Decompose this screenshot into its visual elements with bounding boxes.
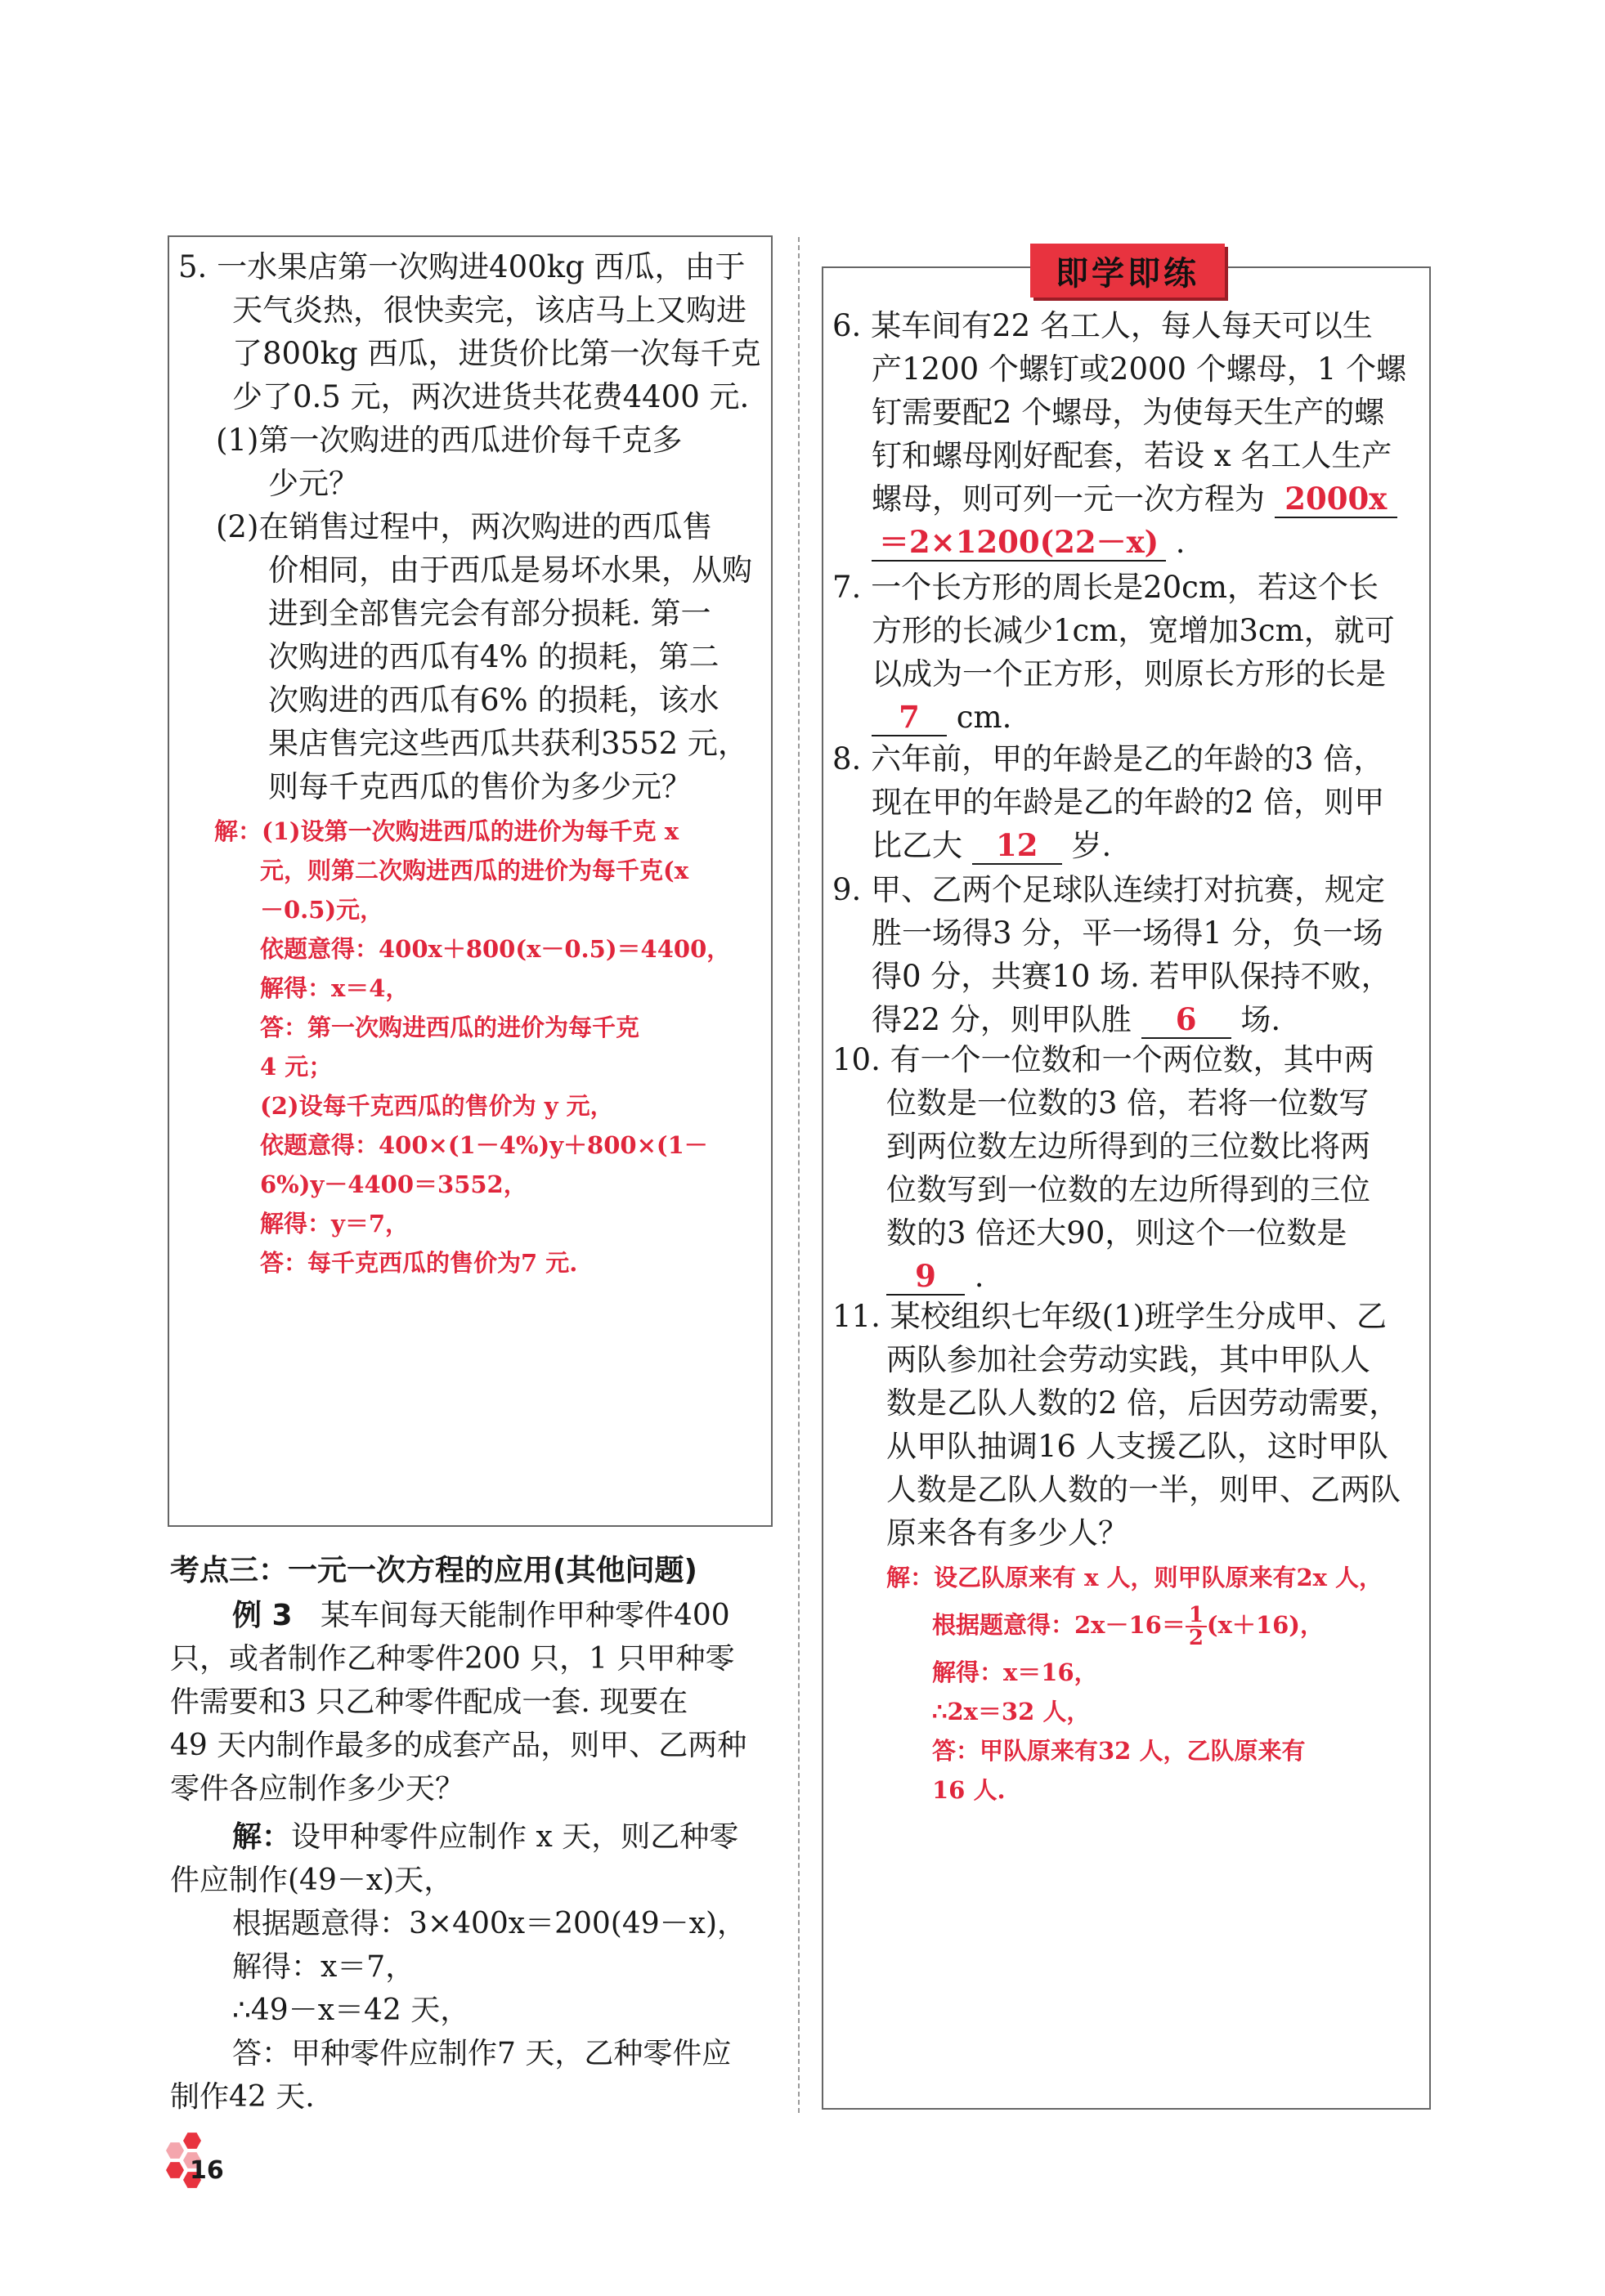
q10-suffix: . [974, 1259, 984, 1294]
fraction [1186, 1605, 1207, 1649]
q5-solution [214, 812, 730, 1282]
solution-line: 元，则第二次购进西瓜的进价为每千克(x [260, 857, 689, 884]
example-solution-line: 解得：x＝7， [232, 1950, 415, 1984]
q8-prefix: 比乙大 [872, 828, 962, 863]
column-divider [798, 237, 800, 2113]
hexagon-decoration-icon [166, 2142, 184, 2159]
solution-line: (x＋16)， [1206, 1611, 1325, 1639]
solution-line: －0.5)元， [260, 896, 384, 924]
q11-line: 两队参加社会劳动实践，其中甲队人 [886, 1342, 1370, 1377]
q11-solution [886, 1558, 1383, 1810]
q8-suffix: 岁. [1071, 828, 1112, 863]
q8-line: 现在甲的年龄是乙的年龄的2 倍，则甲 [872, 785, 1385, 820]
solution-line: 答：第一次购进西瓜的进价为每千克 [260, 1014, 640, 1041]
q11-line: 原来各有多少人？ [886, 1515, 1128, 1551]
solution-line: 答：甲队原来有32 人，乙队原来有 [932, 1737, 1306, 1765]
section-title: 考点三：一元一次方程的应用(其他问题) [170, 1554, 697, 1587]
solution-label: 解： [232, 1820, 292, 1854]
q9-answer: 6 [1141, 1001, 1231, 1039]
solution-line: 16 人. [932, 1776, 1006, 1804]
q6-answer-a: 2000x [1275, 481, 1397, 518]
q5-part2: (2)在销售过程中，两次购进的西瓜售 [216, 509, 713, 544]
q6-line: 螺母，则可列一元一次方程为 [872, 481, 1265, 517]
q5-part2: 则每千克西瓜的售价为多少元？ [268, 769, 692, 804]
q8-line: 8. 六年前，甲的年龄是乙的年龄的3 倍， [832, 741, 1384, 777]
fraction-denominator: 2 [1188, 1626, 1204, 1650]
example-text: 49 天内制作最多的成套产品，则甲、乙两种 [170, 1729, 747, 1762]
q10-line: 数的3 倍还大90，则这个一位数是 [886, 1215, 1347, 1251]
q5-line: 天气炎热，很快卖完，该店马上又购进 [232, 293, 746, 328]
example-solution-line: ∴49－x＝42 天， [232, 1994, 470, 2027]
q11-line: 人数是乙队人数的一半，则甲、乙两队 [886, 1472, 1401, 1507]
solution-line: (2)设每千克西瓜的售价为 y 元， [260, 1092, 614, 1120]
question-9 [832, 868, 1392, 1041]
solution-line: 4 元； [260, 1053, 333, 1081]
q5-line: 少了0.5 元，两次进货共花费4400 元. [232, 379, 750, 414]
solution-line: 解得：y＝7， [260, 1210, 410, 1238]
solution-line: 答：每千克西瓜的售价为7 元. [260, 1249, 578, 1277]
hexagon-decoration-icon [166, 2161, 184, 2179]
example-label: 例 3 [232, 1599, 293, 1632]
q10-line: 位数是一位数的3 倍，若将一位数写 [886, 1085, 1370, 1121]
solution-line: 根据题意得：2x－16＝ [932, 1611, 1186, 1639]
q6-line: 钉需要配2 个螺母，为使每天生产的螺 [872, 395, 1385, 430]
q10-line: 位数写到一位数的左边所得到的三位 [886, 1172, 1370, 1207]
q5-line: 了800kg 西瓜，进货价比第一次每千克 [232, 336, 761, 371]
page-number: 16 [190, 2156, 224, 2185]
q7-line: 方形的长减少1cm，宽增加3cm，就可 [872, 613, 1395, 648]
q7-line: 以成为一个正方形，则原长方形的长是 [872, 656, 1386, 691]
q9-suffix: 场. [1240, 1002, 1281, 1037]
example-solution-line: 设甲种零件应制作 x 天，则乙种零 [291, 1820, 739, 1854]
question-5 [178, 245, 761, 808]
q5-part1: (1)第一次购进的西瓜进价每千克多 [216, 423, 683, 458]
q6-end: . [1175, 525, 1186, 560]
q5-part1: 少元？ [268, 466, 359, 501]
q9-line: 胜一场得3 分，平一场得1 分，负一场 [872, 915, 1383, 951]
q11-line: 从甲队抽调16 人支援乙队，这时甲队 [886, 1429, 1388, 1464]
q5-part2: 次购进的西瓜有6% 的损耗，该水 [268, 683, 720, 718]
q7-unit: cm. [956, 700, 1012, 735]
example-solution-line: 根据题意得：3×400x＝200(49－x)， [232, 1907, 746, 1940]
q5-line: 5. 一水果店第一次购进400kg 西瓜，由于 [178, 249, 746, 284]
q5-part2: 价相同，由于西瓜是易坏水果，从购 [268, 553, 752, 588]
example-solution-line: 件应制作(49－x)天， [170, 1864, 454, 1897]
q6-answer-b: ＝2×1200(22－x) [872, 524, 1166, 562]
solution-line: 解：设乙队原来有 x 人，则甲队原来有2x 人， [886, 1564, 1383, 1591]
q5-part2: 果店售完这些西瓜共获利3552 元， [268, 726, 748, 761]
solution-line: 解得：x＝16， [932, 1658, 1098, 1686]
q10-answer: 9 [886, 1258, 965, 1296]
q7-line: 7. 一个长方形的周长是20cm，若这个长 [832, 570, 1379, 605]
solution-line: ∴2x＝32 人， [932, 1698, 1091, 1725]
q9-line: 得0 分，共赛10 场. 若甲队保持不败， [872, 959, 1392, 994]
example-solution-line: 答：甲种零件应制作7 天，乙种零件应 [232, 2037, 732, 2070]
example-3 [170, 1594, 746, 2119]
q5-part2: 进到全部售完会有部分损耗. 第一 [268, 596, 711, 631]
q11-line: 数是乙队人数的2 倍，后因劳动需要， [886, 1385, 1400, 1421]
q10-line: 10. 有一个一位数和一个两位数，其中两 [832, 1042, 1374, 1077]
example-text: 零件各应制作多少天？ [170, 1772, 465, 1806]
q6-line: 产1200 个螺钉或2000 个螺母，1 个螺 [872, 351, 1407, 387]
question-11 [832, 1295, 1401, 1555]
example-text: 件需要和3 只乙种零件配成一套. 现要在 [170, 1685, 688, 1719]
question-10 [832, 1038, 1374, 1298]
question-8 [832, 737, 1384, 867]
solution-line: 解：(1)设第一次购进西瓜的进价为每千克 x [214, 817, 679, 845]
question-7 [832, 566, 1395, 739]
q5-part2: 次购进的西瓜有4% 的损耗，第二 [268, 639, 720, 674]
solution-line: 6%)y－4400＝3552， [260, 1170, 527, 1198]
example-text: 只，或者制作乙种零件200 只，1 只甲种零 [170, 1642, 735, 1676]
q6-line: 6. 某车间有22 名工人，每人每天可以生 [832, 308, 1373, 343]
solution-line: 解得：x＝4， [260, 974, 410, 1002]
q7-answer: 7 [872, 699, 947, 736]
solution-line: 依题意得：400×(1－4%)y＋800×(1－ [260, 1131, 708, 1159]
example-text: 某车间每天能制作甲种零件400 [320, 1599, 730, 1632]
q9-prefix: 得22 分，则甲队胜 [872, 1002, 1132, 1037]
question-6 [832, 304, 1406, 564]
q6-line: 钉和螺母刚好配套，若设 x 名工人生产 [872, 438, 1392, 473]
solution-line: 依题意得：400x＋800(x－0.5)＝4400， [260, 935, 731, 963]
q10-line: 到两位数左边所得到的三位数比将两 [886, 1129, 1370, 1164]
q11-line: 11. 某校组织七年级(1)班学生分成甲、乙 [832, 1299, 1388, 1334]
q8-answer: 12 [972, 827, 1062, 865]
fraction-numerator: 1 [1186, 1605, 1207, 1627]
hexagon-decoration-icon [183, 2132, 201, 2150]
example-solution-line: 制作42 天. [170, 2080, 315, 2114]
practice-title: 即学即练 [1030, 244, 1225, 298]
q9-line: 9. 甲、乙两个足球队连续打对抗赛，规定 [832, 872, 1386, 907]
